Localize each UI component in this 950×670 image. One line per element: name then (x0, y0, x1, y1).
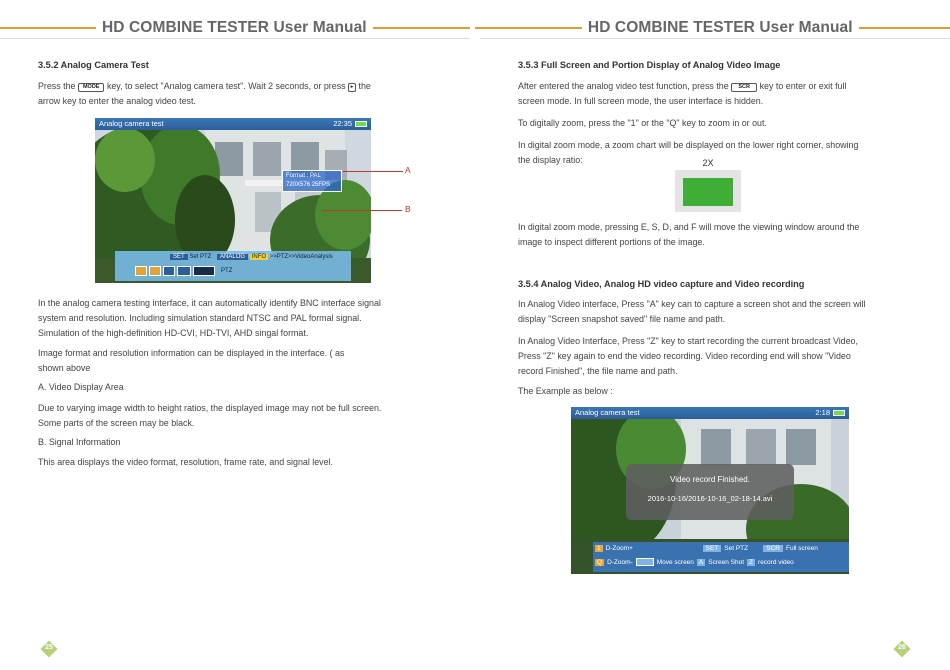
screen-control-bar (593, 542, 849, 572)
analog-camera-screen (95, 118, 371, 283)
video-record-screen (571, 407, 849, 574)
zoom-in-label: D-Zoom+ (605, 545, 633, 552)
dialog-title: Video record Finished. (670, 475, 750, 484)
header-title: HD COMBINE TESTER User Manual (587, 19, 853, 36)
header-accent-line (0, 27, 96, 29)
signal-format: Format : PAL (286, 173, 321, 179)
screen-title: Analog camera test (575, 408, 640, 417)
s2-line-3: In Analog Video Interface, Press "Z" key to start recording the current broadcast Video, (518, 336, 858, 346)
scr-key-icon: SCR (763, 545, 783, 552)
section-title: 3.5.4 Analog Video, Analog HD video capture and Video recording (518, 279, 805, 289)
battery-icon (833, 410, 845, 416)
key-z-icon: Z (749, 558, 754, 566)
control-row-1 (595, 545, 847, 552)
record-video-label: record video (758, 558, 794, 566)
screen-time-wrap (815, 407, 845, 419)
zoom-ratio-label: 2X (702, 158, 714, 168)
zoom-chart (675, 158, 741, 212)
screen-time: 22:35 (333, 119, 352, 128)
set-key-icon: SET (170, 254, 188, 260)
page-number: 25 (45, 644, 53, 651)
item-a-line-1: Due to varying image width to height ratios, the displayed image may not be full screen. (38, 403, 382, 413)
mode-key-icon: MODE (78, 83, 105, 92)
zoom-out-label: D-Zoom- (607, 558, 633, 566)
page-header-right (475, 18, 950, 38)
s1-line-5: the display ratio: (518, 155, 583, 165)
key-a-icon: A (698, 558, 704, 566)
header-accent-line (859, 27, 950, 29)
ptz-right-icon (149, 266, 161, 276)
s1-line-7: image to inspect different portions of the image. (518, 237, 705, 247)
ptz-label: PTZ (221, 268, 233, 274)
battery-icon (355, 121, 367, 127)
full-screen-label: Full screen (786, 545, 818, 552)
signal-info-box (282, 170, 342, 192)
callout-label-a: A (405, 165, 411, 175)
text: After entered the analog video test function, press the (518, 81, 729, 91)
intro-line-1 (38, 79, 371, 95)
analog-key-icon: ANALOG (217, 254, 248, 260)
callout-line-a (343, 171, 403, 172)
set-ptz-label: Set PTZ (189, 254, 212, 260)
move-screen-label: Move screen (656, 558, 694, 566)
signal-resolution: 720X576 25FPS (286, 182, 331, 188)
control-row-2 (595, 558, 847, 566)
section-title: 3.5.3 Full Screen and Portion Display of Analog Video Image (518, 60, 781, 70)
key-q-icon: Q (597, 558, 603, 566)
item-a-line-2: Some parts of the screen may be black. (38, 418, 195, 428)
screen-shot-label: Screen Shot (708, 558, 745, 566)
ptz-down-icon (177, 266, 191, 276)
key-1-icon: 1 (597, 545, 601, 552)
screen-control-bar (115, 251, 351, 281)
screen-time-wrap (333, 118, 367, 130)
right-arrow-key-icon: ▸ (348, 83, 356, 92)
callout-line-b (322, 210, 402, 211)
intro-line-2: arrow key to enter the analog video test. (38, 96, 196, 106)
header-accent-line (475, 27, 582, 29)
page-number-right (893, 640, 911, 658)
para1-line-3: Simulation of the high-definition HD-CVI, HD-TVI, AHD singal format. (38, 328, 309, 338)
s1-line-1 (518, 79, 846, 95)
page-header-left (0, 18, 475, 38)
zoom-window-indicator (683, 178, 733, 206)
item-a-title: A. Video Display Area (38, 382, 124, 392)
scr-key-icon: SCR (731, 83, 757, 92)
dialog-file-path: 2016-10-16/2016-10-16_02-18-14.avi (647, 494, 773, 503)
set-key-icon: SET (703, 545, 722, 552)
s1-line-2: screen mode. In full screen mode, the user interface is hidden. (518, 96, 764, 106)
header-accent-line (373, 27, 470, 29)
s1-line-3: To digitally zoom, press the "1" or the "Q" key to zoom in or out. (518, 118, 767, 128)
control-row-1 (170, 254, 333, 260)
screen-time: 2:18 (815, 408, 830, 417)
page-number-left (40, 640, 58, 658)
ptz-left-icon (135, 266, 147, 276)
right-page (475, 0, 950, 670)
set-ptz-label: Set PTZ (724, 545, 749, 552)
s2-line-6: The Example as below : (518, 386, 613, 396)
screen-status-bar (571, 407, 849, 419)
item-b-title: B. Signal Information (38, 437, 121, 447)
para2-line-2: shown above (38, 363, 91, 373)
s2-line-5: record Finished", the file name and path. (518, 366, 678, 376)
page-number: 26 (898, 644, 906, 651)
screen-title: Analog camera test (99, 119, 164, 128)
text: key, to select "Analog camera test". Wait 2 seconds, or press (106, 81, 346, 91)
para2-line-1: Image format and resolution information can be displayed in the interface. ( as (38, 348, 345, 358)
header-title: HD COMBINE TESTER User Manual (102, 19, 367, 36)
callout-label-b: B (405, 204, 411, 214)
text: the (358, 81, 371, 91)
s2-line-4: Press "Z" key again to end the video recording. Video recording end will show "Video (518, 351, 851, 361)
header-rule (480, 38, 950, 39)
header-rule (0, 38, 470, 39)
item-b-line-1: This area displays the video format, resolution, frame rate, and signal level. (38, 457, 333, 467)
para1-line-2: system and resolution. Including simulation standard NTSC and PAL formal signal. (38, 313, 362, 323)
ptz-direction-icon (193, 266, 215, 276)
move-keys-icon (636, 558, 654, 566)
info-label: INFO (251, 254, 267, 260)
text: Press the (38, 81, 76, 91)
s1-line-6: In digital zoom mode, pressing E, S, D, and F will move the viewing window around the (518, 222, 860, 232)
s2-line-1: In Analog Video interface, Press "A" key can to capture a screen shot and the screen will (518, 299, 866, 309)
section-title: 3.5.2 Analog Camera Test (38, 60, 149, 70)
s1-line-4: In digital zoom mode, a zoom chart will be displayed on the lower right corner, showing (518, 140, 859, 150)
screen-status-bar (95, 118, 371, 130)
info-path: >>PTZ>>VideoAnalysis (269, 254, 333, 260)
s2-line-2: display "Screen snapshot saved" file name and path. (518, 314, 726, 324)
record-finished-dialog (626, 464, 794, 520)
ptz-up-icon (163, 266, 175, 276)
control-row-2 (135, 266, 232, 276)
para1-line-1: In the analog camera testing interface, it can automatically identify BNC interface signal (38, 298, 381, 308)
text: key to enter or exit full (759, 81, 847, 91)
